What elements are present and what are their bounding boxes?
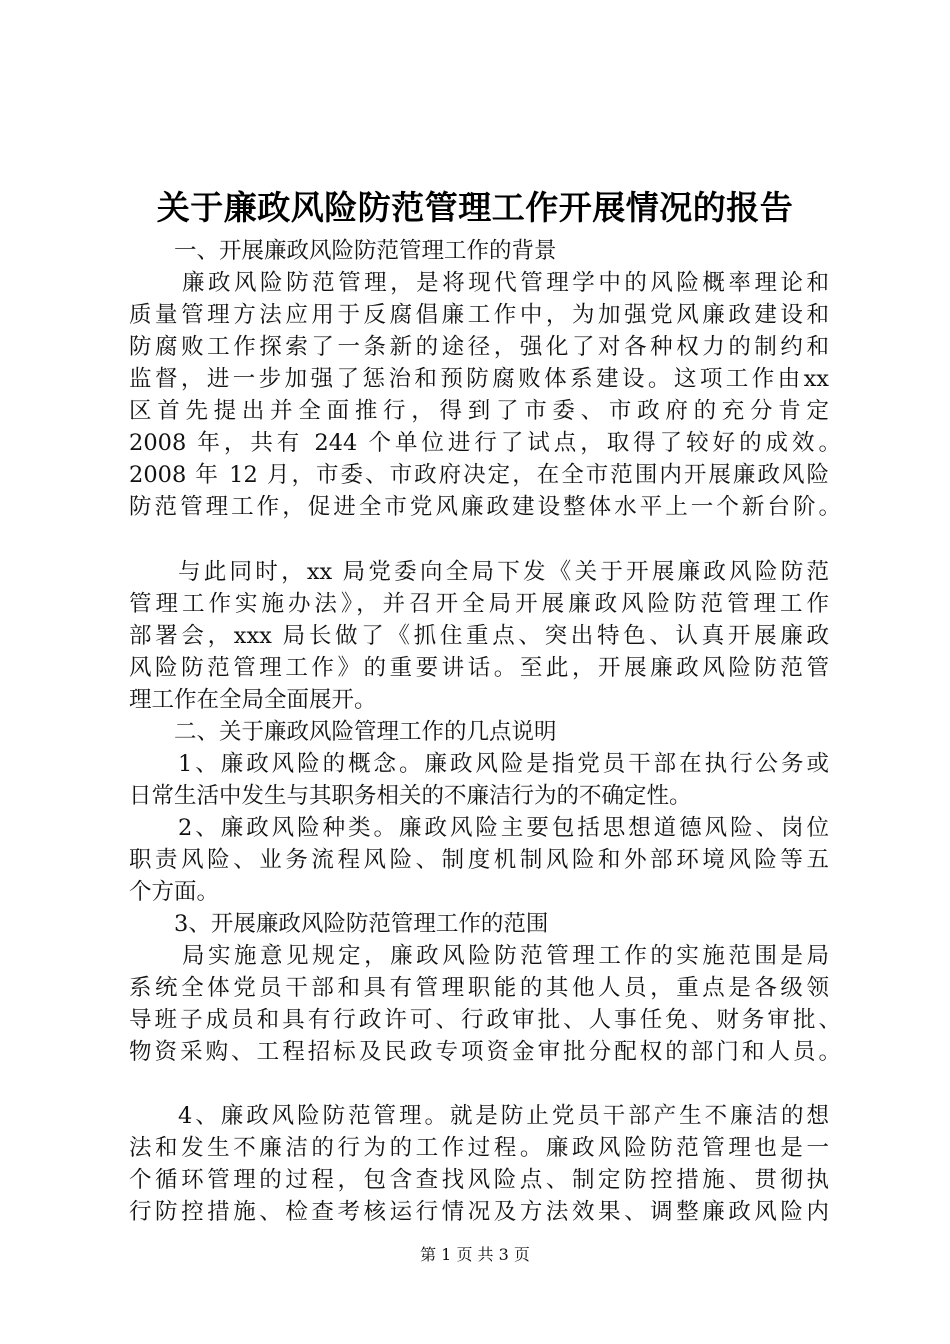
paragraph-line: 法和发生不廉洁的行为的工作过程。廉政风险防范管理也是一 (129, 1135, 829, 1161)
document-title: 关于廉政风险防范管理工作开展情况的报告 (156, 188, 794, 227)
paragraph-line: 物资采购、工程招标及民政专项资金审批分配权的部门和人员。 (129, 1039, 841, 1065)
paragraph-line: 局实施意见规定，廉政风险防范管理工作的实施范围是局 (182, 943, 829, 969)
paragraph-line: 日常生活中发生与其职务相关的不廉洁行为的不确定性。 (129, 783, 692, 809)
paragraph-line: 管理工作实施办法》，并召开全局开展廉政风险防范管理工作 (129, 591, 829, 617)
paragraph-line: 2008 年 12 月，市委、市政府决定，在全市范围内开展廉政风险 (129, 462, 829, 488)
paragraph-line: 廉政风险防范管理，是将现代管理学中的风险概率理论和 (182, 270, 829, 296)
section-heading-background: 一、开展廉政风险防范管理工作的背景 (174, 238, 557, 264)
paragraph-line: 个方面。 (129, 879, 220, 905)
paragraph-line: 与此同时，xx 局党委向全局下发《关于开展廉政风险防范 (178, 559, 829, 585)
paragraph-line: 行防控措施、检查考核运行情况及方法效果、调整廉政风险内 (129, 1199, 829, 1225)
paragraph-line: 系统全体党员干部和具有管理职能的其他人员，重点是各级领 (129, 975, 829, 1001)
paragraph-line: 理工作在全局全面展开。 (129, 687, 377, 713)
page-number: 第 1 页 共 3 页 (420, 1245, 530, 1264)
paragraph-line: 职责风险、业务流程风险、制度机制风险和外部环境风险等五 (129, 847, 829, 873)
paragraph-line: 部署会，xxx 局长做了《抓住重点、突出特色、认真开展廉政 (129, 623, 829, 649)
paragraph-line: 2、廉政风险种类。廉政风险主要包括思想道德风险、岗位 (178, 815, 829, 841)
paragraph-line: 监督，进一步加强了惩治和预防腐败体系建设。这项工作由xx (129, 366, 829, 392)
subsection-heading-scope: 3、开展廉政风险防范管理工作的范围 (174, 911, 549, 937)
paragraph-line: 4、廉政风险防范管理。就是防止党员干部产生不廉洁的想 (178, 1103, 829, 1129)
paragraph-line: 区首先提出并全面推行，得到了市委、市政府的充分肯定 (129, 398, 829, 424)
paragraph-line: 防腐败工作探索了一条新的途径，强化了对各种权力的制约和 (129, 334, 829, 360)
section-heading-notes: 二、关于廉政风险管理工作的几点说明 (174, 719, 557, 745)
paragraph-line: 风险防范管理工作》的重要讲话。至此，开展廉政风险防范管 (129, 655, 829, 681)
paragraph-line: 1、廉政风险的概念。廉政风险是指党员干部在执行公务或 (178, 751, 829, 777)
paragraph-line: 导班子成员和具有行政许可、行政审批、人事任免、财务审批、 (129, 1007, 841, 1033)
paragraph-line: 质量管理方法应用于反腐倡廉工作中，为加强党风廉政建设和 (129, 302, 829, 328)
paragraph-line: 2008 年，共有 244 个单位进行了试点，取得了较好的成效。 (129, 430, 841, 456)
paragraph-line: 个循环管理的过程，包含查找风险点、制定防控措施、贯彻执 (129, 1167, 829, 1193)
paragraph-line: 防范管理工作，促进全市党风廉政建设整体水平上一个新台阶。 (129, 494, 841, 520)
